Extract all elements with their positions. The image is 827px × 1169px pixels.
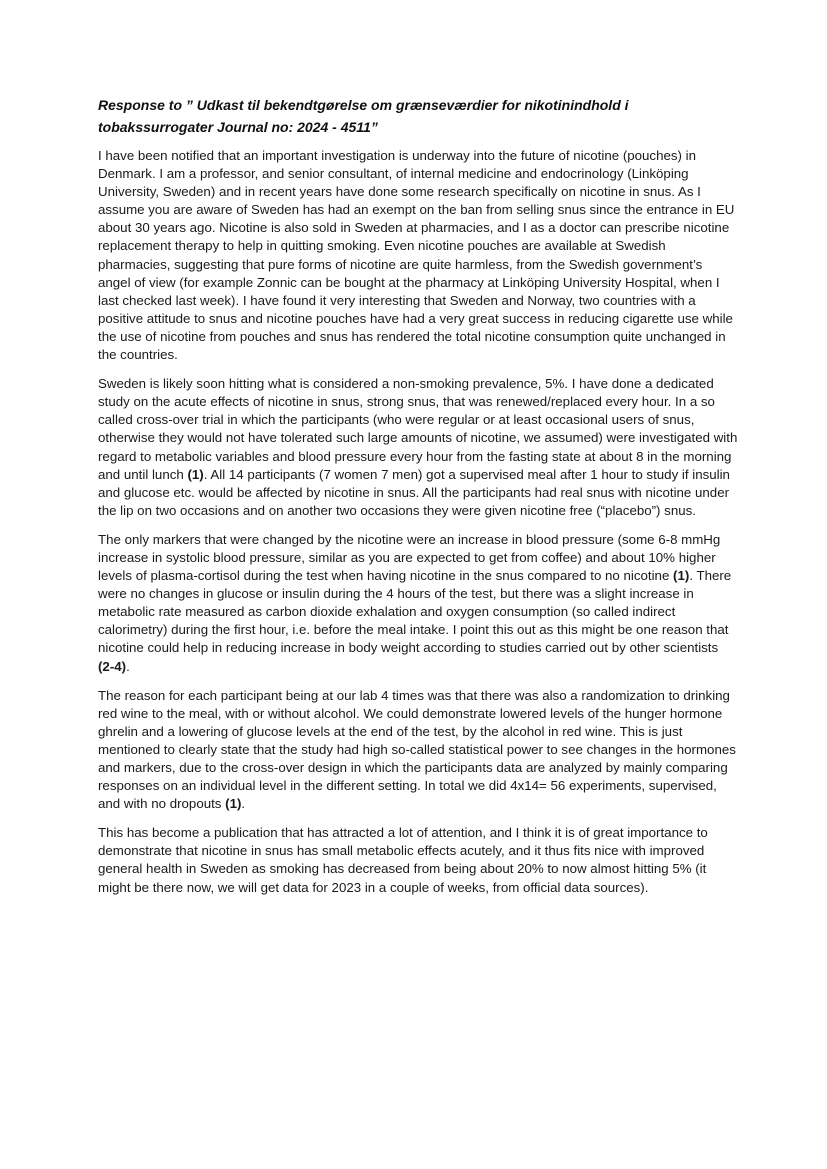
paragraph-1 (98, 147, 738, 364)
paragraph-text: . (241, 796, 246, 812)
reference-citation: (2-4) (98, 658, 127, 674)
paragraph-3 (98, 531, 738, 676)
paragraph-text: . All 14 participants (7 women 7 men) got a supervised meal after 1 hour to study if insulin and glucose etc. would be affected by nicotine in snus. All the participants had real snus with nicotine under the lip on two occasions and on another two occasions they were given nicotine free (“placebo”) snus. (98, 466, 730, 518)
reference-citation: (1) (225, 796, 242, 812)
paragraph-text: I have been notified that an important investigation is underway into the future of nicotine (pouches) in Denmark. I am a professor, and senior consultant, of internal medicine and endocrinology (Linköping University, Sweden) and in recent years have done some research specifically on nicotine in snus. As I assume you are aware of Sweden has had an exempt on the ban from selling snus since the entrance in EU about 30 years ago. Nicotine is also sold in Sweden at pharmacies, and I as a doctor can prescribe nicotine replacement therapy to help in quitting smoking. Even nicotine pouches are available at Swedish pharmacies, suggesting that pure forms of nicotine are quite harmless, from the Swedish government’s angel of view (for example Zonnic can be bought at the pharmacy at Linköping University Hospital, when I last checked last week). I have found it very interesting that Sweden and Norway, two countries with a positive attitude to snus and nicotine pouches have had a very great success in reducing cigarette use while the use of nicotine from pouches and snus has rendered the total nicotine consumption quite unchanged in the countries. (98, 148, 735, 363)
paragraph-text: The reason for each participant being at our lab 4 times was that there was also a randomization to drinking red wine to the meal, with or without alcohol. We could demonstrate lowered levels of the hunger hormone ghrelin and a lowering of glucose levels at the end of the test, by the alcohol in red wine. This is just mentioned to clearly state that the study had high so-called statistical power to see changes in the hormones and markers, due to the cross-over design in which the participants data are analyzed by mainly comparing responses on an individual level in the different setting. In total we did 4x14= 56 experiments, supervised, and with no dropouts (98, 687, 736, 812)
document-page (98, 94, 738, 908)
paragraph-4 (98, 687, 738, 814)
reference-citation: (1) (673, 568, 690, 584)
paragraph-text: The only markers that were changed by the nicotine were an increase in blood pressure (some 6-8 mmHg increase in systolic blood pressure, similar as you are expected to get from coffee) and about 10% higher levels of plasma-cortisol during the test when having nicotine in the snus compared to no nicotine (98, 531, 721, 584)
paragraph-5 (98, 824, 738, 896)
document-title: Response to ” Udkast til bekendtgørelse om grænseværdier for nikotinindhold i tobakssurrogater Journal no: 2024 - 4511” (98, 97, 629, 135)
paragraph-2 (98, 375, 738, 520)
paragraph-text: Sweden is likely soon hitting what is considered a non-smoking prevalence, 5%. I have done a dedicated study on the acute effects of nicotine in snus, strong snus, that was renewed/replaced every hour. In a so called cross-over trial in which the participants (who were regular or at least occasional users of snus, otherwise they would not have tolerated such large amounts of nicotine, we assumed) were investigated with regard to metabolic variables and blood pressure every hour from the fasting state at about 8 in the morning and until lunch (98, 376, 738, 482)
paragraph-text: . (126, 658, 130, 674)
paragraph-text: . There were no changes in glucose or insulin during the 4 hours of the test, but there was a slight increase in metabolic rate measured as carbon dioxide exhalation and oxygen consumption (so called indirect calorimetry) during the first hour, i.e. before the meal intake. I point this out as this might be one reason that nicotine could help in reducing increase in body weight according to studies carried out by other scientists (98, 568, 732, 656)
paragraph-text: This has become a publication that has attracted a lot of attention, and I think it is of great importance to demonstrate that nicotine in snus has small metabolic effects acutely, and it thus fits nice with improved general health in Sweden as smoking has decreased from being about 20% to now almost hitting 5% (it might be there now, we will get data for 2023 in a couple of weeks, from official data sources). (98, 825, 708, 895)
reference-citation: (1) (187, 466, 204, 482)
